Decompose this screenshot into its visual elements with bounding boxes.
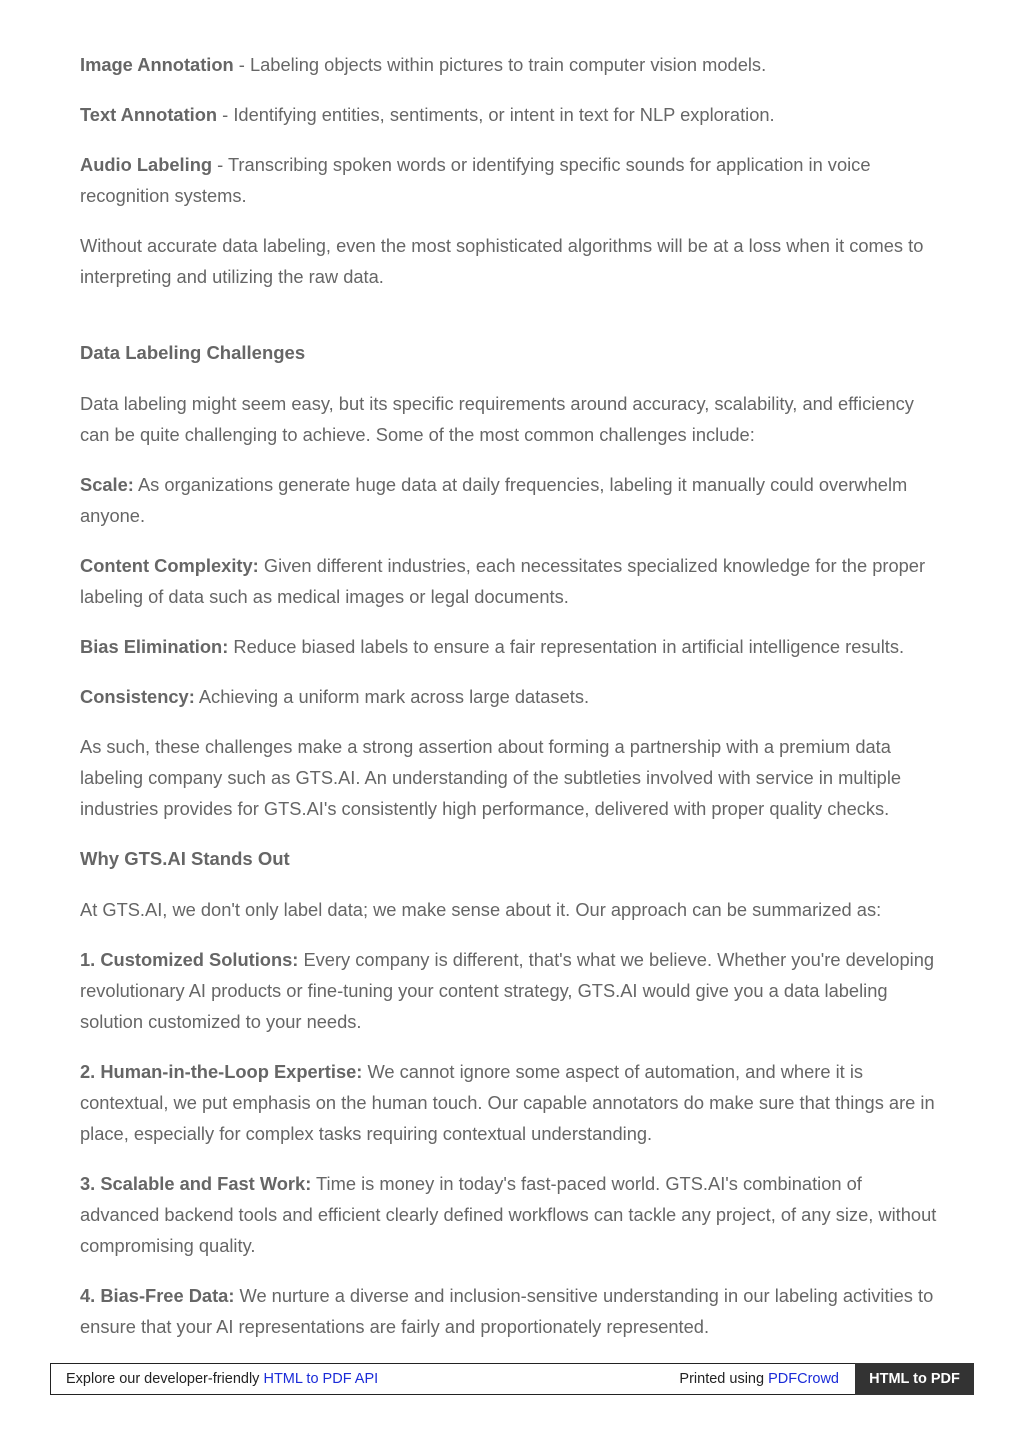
definition: Reduce biased labels to ensure a fair representation in artificial intelligence results.: [228, 636, 905, 657]
pdfcrowd-footer-bar: [50, 1363, 974, 1395]
paragraph-text-annotation: [80, 99, 945, 130]
definition: - Transcribing spoken words or identifying specific sounds for application in voice recognition systems.: [80, 154, 871, 206]
term: Scale:: [80, 474, 134, 495]
footer-mid: [679, 1364, 839, 1394]
definition: Given different industries, each necessitates specialized knowledge for the proper labeling of data such as medical images or legal documents.: [80, 555, 926, 607]
document-body: [80, 49, 945, 1361]
heading-why-gts: Why GTS.AI Stands Out: [80, 848, 290, 869]
paragraph-why-intro: At GTS.AI, we don't only label data; we make sense about it. Our approach can be summarized as:: [80, 899, 882, 920]
term: Text Annotation: [80, 104, 218, 125]
html-to-pdf-api-link[interactable]: HTML to PDF API: [263, 1371, 379, 1387]
term: 3. Scalable and Fast Work:: [80, 1173, 312, 1194]
definition: We nurture a diverse and inclusion-sensitive understanding in our labeling activities to ensure that your AI representations are fairly and proportionately represented.: [80, 1285, 934, 1337]
why-item: [80, 1168, 945, 1261]
definition: - Identifying entities, sentiments, or intent in text for NLP exploration.: [217, 104, 775, 125]
definition: Achieving a uniform mark across large datasets.: [194, 686, 590, 707]
paragraph-challenges-conclusion: As such, these challenges make a strong assertion about forming a partnership with a premium data labeling company such as GTS.AI. An understanding of the subtleties involved with service in multiple industries provides for GTS.AI's consistently high performance, delivered with proper quality checks.: [80, 736, 902, 819]
definition: Every company is different, that's what we believe. Whether you're developing revolutionary AI products or fine-tuning your content strategy, GTS.AI would give you a data labeling solution customized to your needs.: [80, 949, 935, 1032]
challenge-item: [80, 681, 945, 712]
challenge-item: [80, 631, 945, 662]
pdfcrowd-link[interactable]: PDFCrowd: [768, 1371, 839, 1387]
footer-mid-text: Printed using: [679, 1371, 769, 1387]
paragraph-challenges-intro: Data labeling might seem easy, but its specific requirements around accuracy, scalability, and efficiency can be quite challenging to achieve. Some of the most common challenges include:: [80, 393, 914, 445]
term: 4. Bias-Free Data:: [80, 1285, 235, 1306]
term: Image Annotation: [80, 54, 234, 75]
paragraph-intro-conclusion: Without accurate data labeling, even the most sophisticated algorithms will be at a loss when it comes to interpreting and utilizing the raw data.: [80, 235, 924, 287]
why-item: [80, 944, 945, 1037]
paragraph-audio-labeling: [80, 149, 945, 211]
term: Bias Elimination:: [80, 636, 229, 657]
term: Audio Labeling: [80, 154, 213, 175]
footer-left-text: Explore our developer-friendly: [66, 1371, 264, 1387]
challenge-item: [80, 469, 945, 531]
paragraph-image-annotation: [80, 49, 945, 80]
footer-left: [66, 1364, 378, 1394]
why-item: [80, 1280, 945, 1342]
definition: As organizations generate huge data at daily frequencies, labeling it manually could overwhelm anyone.: [80, 474, 908, 526]
definition: We cannot ignore some aspect of automation, and where it is contextual, we put emphasis on the human touch. Our capable annotators do make sure that things are in place, especially for complex tasks requiring contextual understanding.: [80, 1061, 935, 1144]
why-item: [80, 1056, 945, 1149]
term: Consistency:: [80, 686, 195, 707]
term: Content Complexity:: [80, 555, 259, 576]
html-to-pdf-button[interactable]: HTML to PDF: [855, 1363, 974, 1395]
definition: Time is money in today's fast-paced world. GTS.AI's combination of advanced backend tools and efficient clearly defined workflows can tackle any project, of any size, without compromising quality.: [80, 1173, 937, 1256]
term: 2. Human-in-the-Loop Expertise:: [80, 1061, 363, 1082]
definition: - Labeling objects within pictures to train computer vision models.: [233, 54, 767, 75]
heading-challenges: Data Labeling Challenges: [80, 342, 306, 363]
challenge-item: [80, 550, 945, 612]
term: 1. Customized Solutions:: [80, 949, 299, 970]
